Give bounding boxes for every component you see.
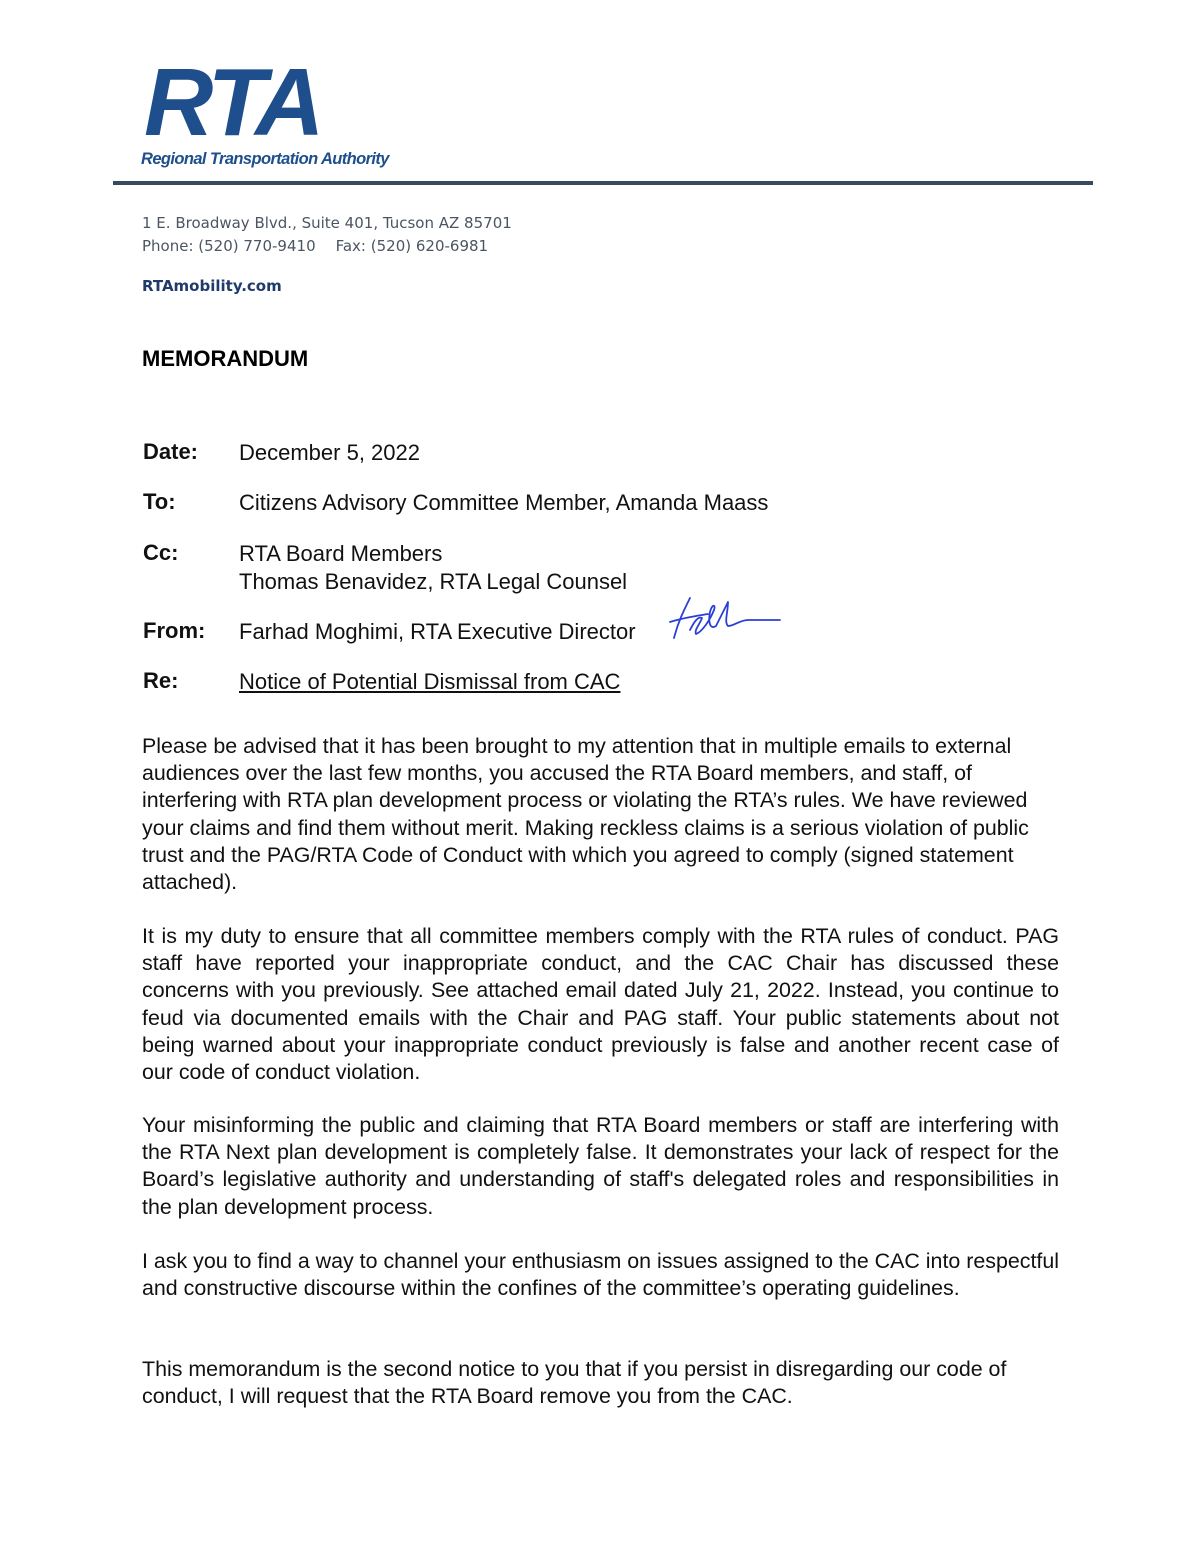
handwritten-signature [668, 592, 783, 644]
cc-value [239, 540, 627, 596]
logo-wordmark: RTA [144, 60, 321, 156]
memo-title: MEMORANDUM [142, 346, 309, 371]
cc-value-line-2: Thomas Benavidez, RTA Legal Counsel [239, 569, 628, 594]
address-block [142, 212, 512, 258]
from-label: From: [143, 618, 206, 643]
phone-number: Phone: (520) 770-9410 [142, 237, 316, 255]
from-value: Farhad Moghimi, RTA Executive Director [239, 619, 636, 644]
contact-line [142, 235, 512, 258]
re-value: Notice of Potential Dismissal from CAC [239, 669, 621, 694]
body-paragraph-3: Your misinforming the public and claiming that RTA Board members or staff are interfering with the RTA Next plan development is completely false. It demonstrates your lack of respect for the Board’s legislative authority and understanding of staff's delegated roles and responsibilities in the plan development process. [142, 1113, 1059, 1219]
to-value: Citizens Advisory Committee Member, Amanda Maass [239, 490, 769, 515]
website-link[interactable]: RTAmobility.com [142, 277, 282, 295]
address-line: 1 E. Broadway Blvd., Suite 401, Tucson AZ 85701 [142, 214, 512, 232]
re-label: Re: [143, 668, 179, 693]
logo-tagline: Regional Transportation Authority [141, 150, 389, 168]
date-value: December 5, 2022 [239, 440, 420, 465]
cc-label: Cc: [143, 540, 179, 565]
body-paragraph-1: Please be advised that it has been brought to my attention that in multiple emails to external audiences over the last few months, you accused the RTA Board members, and staff, of interfering with RTA plan development process or violating the RTA’s rules. We have reviewed your claims and find them without merit. Making reckless claims is a serious violation of public trust and the PAG/RTA Code of Conduct with which you agreed to comply (signed statement attached). [142, 734, 1029, 895]
header-divider [113, 181, 1093, 185]
body-paragraph-4: I ask you to find a way to channel your enthusiasm on issues assigned to the CAC into respectful and constructive discourse within the confines of the committee’s operating guidelines. [142, 1249, 1059, 1301]
body-paragraph-5: This memorandum is the second notice to you that if you persist in disregarding our code of conduct, I will request that the RTA Board remove you from the CAC. [142, 1357, 1007, 1409]
body-paragraph-2: It is my duty to ensure that all committee members comply with the RTA rules of conduct. PAG staff have reported your inappropriate conduct, and the CAC Chair has discussed these concerns with you previously. See attached email dated July 21, 2022. Instead, you continue to feud via documented emails with the Chair and PAG staff. Your public statements about not being warned about your inappropriate conduct previously is false and another recent case of our code of conduct violation. [142, 924, 1059, 1085]
to-label: To: [143, 489, 176, 514]
cc-value-line-1: RTA Board Members [239, 541, 443, 566]
fax-number: Fax: (520) 620-6981 [335, 237, 489, 255]
rta-logo [140, 60, 390, 172]
date-label: Date: [143, 439, 199, 464]
